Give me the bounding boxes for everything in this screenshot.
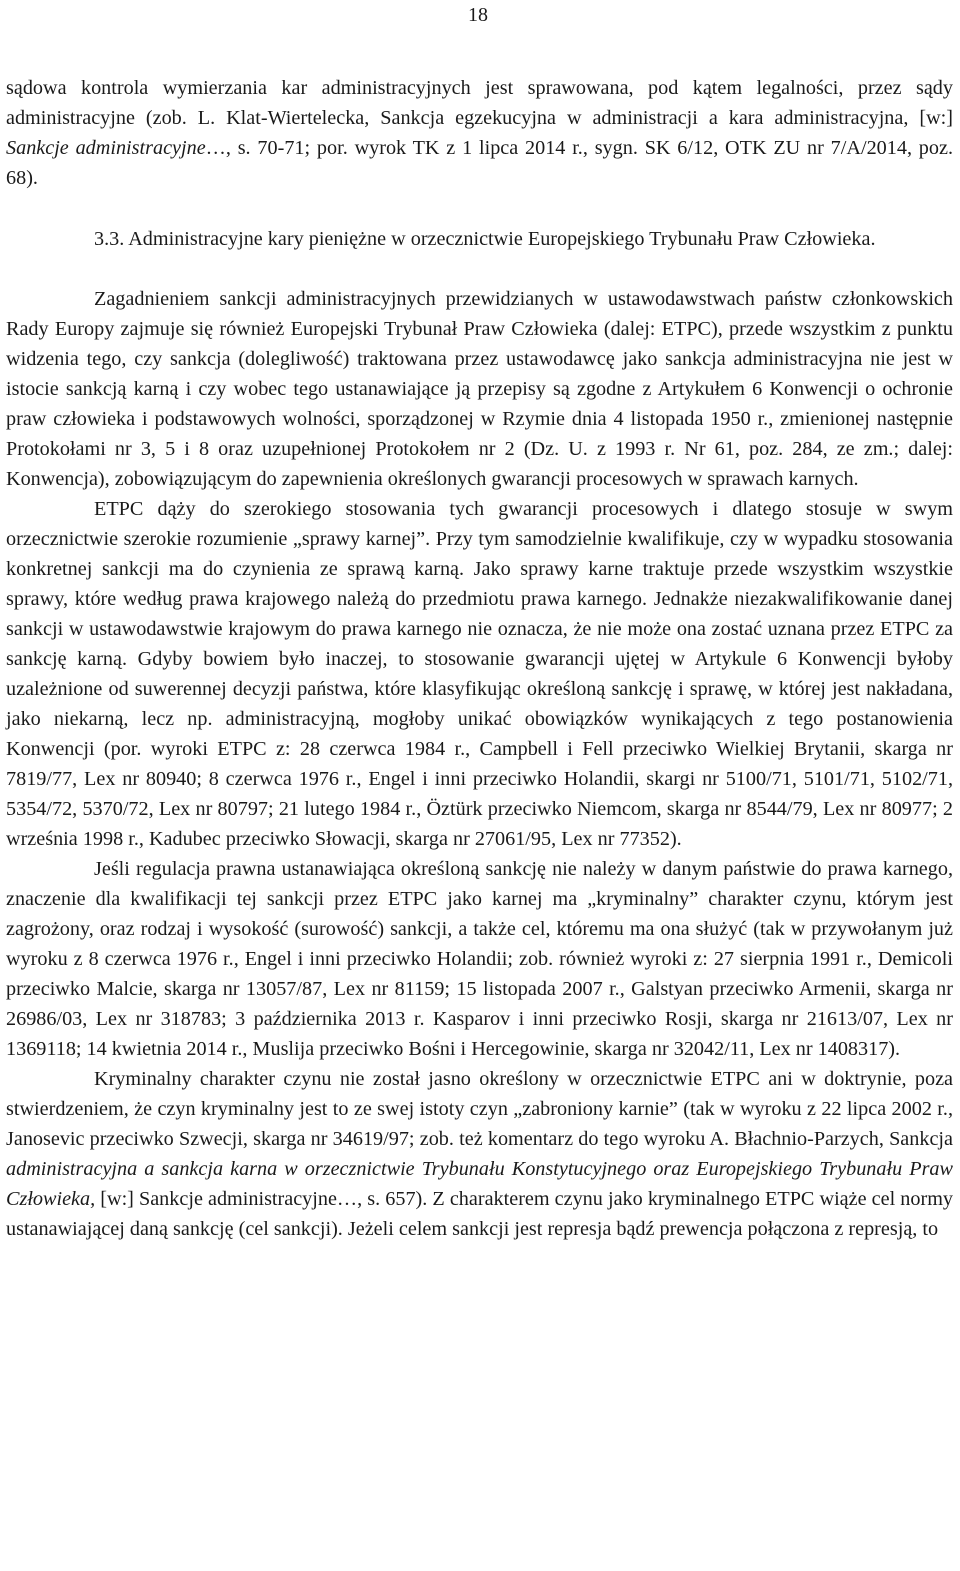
intro-text-start: sądowa kontrola wymierzania kar administracyjnych jest sprawowana, pod kątem legalności, przez sądy administracyjne (zob. L. Klat-Wiertelecka, Sankcja egzekucyjna w administracji a kara administracyjna, [w:] xyxy=(6,77,953,129)
paragraph-1: Zagadnieniem sankcji administracyjnych przewidzianych w ustawodawstwach państw członkowskich Rady Europy zajmuje się również Europejski Trybunał Praw Człowieka (dalej: ETPC), przede wszystkim z punktu widzenia tego, czy sankcja (dolegliwość) traktowana przez ustawodawcę jako sankcja administracyjna nie jest w istocie sankcją karną i czy wobec tego ustanawiające ją przepisy są zgodne z Artykułem 6 Konwencji o ochronie praw człowieka i podstawowych wolności, sporządzonej w Rzymie dnia 4 listopada 1950 r., zmienionej następnie Protokołami nr 3, 5 i 8 oraz uzupełnionej Protokołem nr 2 (Dz. U. z 1993 r. Nr 61, poz. 284, ze zm.; dalej: Konwencja), zobowiązującym do zapewnienia określonych gwarancji procesowych w sprawach karnych. xyxy=(6,288,953,490)
body-text xyxy=(6,284,953,1244)
paragraph-4-text-start: Kryminalny charakter czynu nie został jasno określony w orzecznictwie ETPC ani w doktrynie, poza stwierdzeniem, że czyn kryminalny jest to ze swej istoty czyn „zabroniony karnie” (tak w wyroku z 22 lipca 2002 r., Janosevic przeciwko Szwecji, skarga nr 34619/97; zob. też komentarz do tego wyroku A. Błachnio-Parzych, Sankcja xyxy=(6,1068,953,1150)
intro-text-end: …, s. 70-71; por. wyrok TK z 1 lipca 2014 r., sygn. SK 6/12, OTK ZU nr 7/A/2014, poz. 68). xyxy=(6,137,953,189)
intro-italic-title: Sankcje administracyjne xyxy=(6,137,206,159)
page-number: 18 xyxy=(468,4,488,26)
paragraph-2: ETPC dąży do szerokiego stosowania tych gwarancji procesowych i dlatego stosuje w swym orzecznictwie szerokie rozumienie „sprawy karnej”. Przy tym samodzielnie kwalifikuje, czy w wypadku stosowania konkretnej sankcji ma do czynienia ze sprawą karną. Jako sprawy karne traktuje przede wszystkim wszystkie sprawy, które według prawa krajowego należą do przedmiotu prawa karnego. Jednakże niezakwalifikowanie danej sankcji w ustawodawstwie krajowym do prawa karnego nie oznacza, że nie może ona zostać uznana przez ETPC za sankcję karną. Gdyby bowiem było inaczej, to stosowanie gwarancji ujętej w Artykule 6 Konwencji byłoby uzależnione od suwerennej decyzji państwa, które klasyfikując określoną sankcję i sprawę, w której jest nakładana, jako niekarną, lecz np. administracyjną, mogłoby unikać obowiązków wynikających z tego postanowienia Konwencji (por. wyroki ETPC z: 28 czerwca 1984 r., Campbell i Fell przeciwko Wielkiej Brytanii, skarga nr 7819/77, Lex nr 80940; 8 czerwca 1976 r., Engel i inni przeciwko Holandii, skargi nr 5100/71, 5101/71, 5102/71, 5354/72, 5370/72, Lex nr 80797; 21 lutego 1984 r., Öztürk przeciwko Niemcom, skarga nr 8544/79, Lex nr 80977; 2 września 1998 r., Kadubec przeciwko Słowacji, skarga nr 27061/95, Lex nr 77352). xyxy=(6,498,953,850)
section-heading-text: 3.3. Administracyjne kary pieniężne w orzecznictwie Europejskiego Trybunału Praw Człowieka. xyxy=(94,228,876,250)
section-heading xyxy=(6,224,953,254)
paragraph-4-text-end: [w:] Sankcje administracyjne…, s. 657). Z charakterem czynu jako kryminalnego ETPC wiąże cel normy ustanawiającej daną sankcję (cel sankcji). Jeżeli celem sankcji jest represja bądź prewencja połączona z represją, to xyxy=(6,1188,953,1240)
paragraph-4 xyxy=(6,1064,953,1244)
intro-paragraph xyxy=(6,73,953,193)
paragraph-3: Jeśli regulacja prawna ustanawiająca określoną sankcję nie należy w danym państwie do prawa karnego, znaczenie dla kwalifikacji tej sankcji przez ETPC jako karnej ma „kryminalny” charakter czynu, którym jest zagrożony, oraz rodzaj i wysokość (surowość) sankcji, a także cel, któremu ma ona służyć (tak w przywołanym już wyroku z 8 czerwca 1976 r., Engel i inni przeciwko Holandii; zob. również wyroki z: 27 sierpnia 1991 r., Demicoli przeciwko Malcie, skarga nr 13057/87, Lex nr 81159; 15 listopada 2007 r., Galstyan przeciwko Armenii, skarga nr 26986/03, Lex nr 318783; 3 października 2013 r. Kasparov i inni przeciwko Rosji, skarga nr 21613/07, Lex nr 1369118; 14 kwietnia 2014 r., Muslija przeciwko Bośni i Hercegowinie, skarga nr 32042/11, Lex nr 1408317). xyxy=(6,858,953,1060)
paragraph-4-italic-title: administracyjna a sankcja karna w orzecznictwie Trybunału Konstytucyjnego oraz Europejskiego Trybunału Praw Człowieka, xyxy=(6,1158,953,1210)
